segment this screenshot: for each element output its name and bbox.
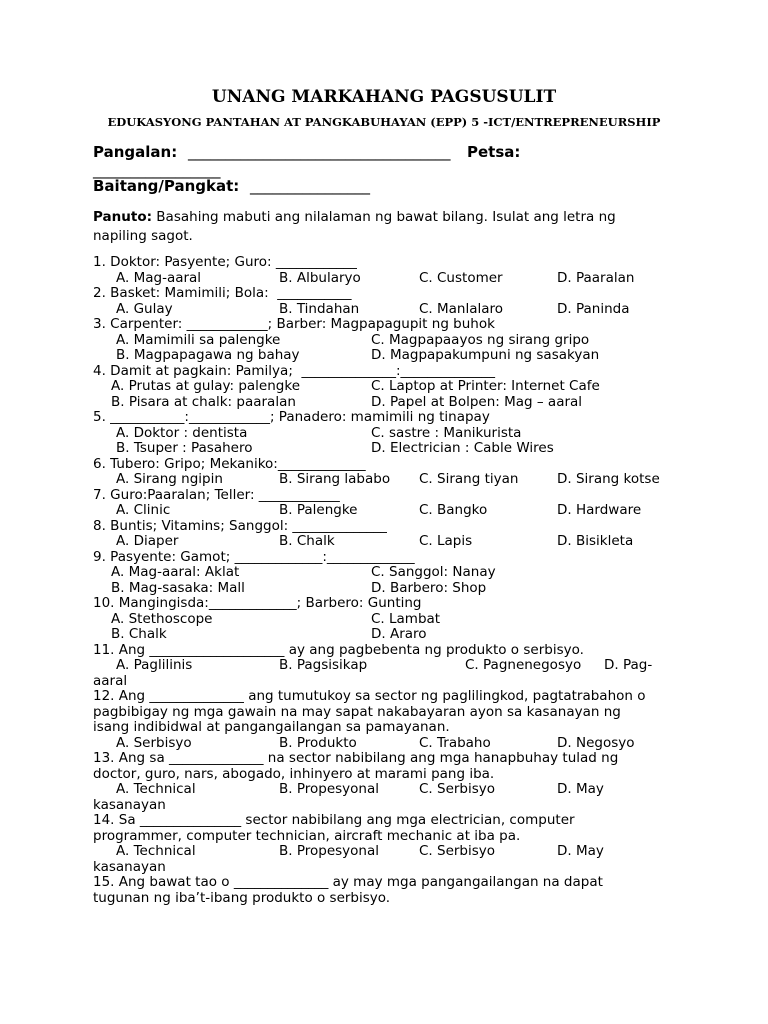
answer-choice: A. Technical [116,843,196,859]
answer-choice: C. Serbisyo [419,781,496,797]
answer-choice: A. Doktor : dentista [116,424,248,441]
answer-choice: A. Prutas at gulay: palengke [111,378,300,394]
answer-choice: C. Trabaho [419,734,491,751]
answer-choice: B. Pisara at chalk: paaralan [111,393,296,410]
answer-choice: A. Paglilinis [116,657,193,673]
question-text: 13. Ang sa ______________ na sector nabibilang ang mga hanapbuhay tulad ng [93,750,619,766]
name-blank: ___________________________________ [188,143,451,161]
answer-choice: B. Tindahan [279,300,360,317]
question-text: pagbibigay ng mga gawain na may sapat nakabayaran ayon sa kasanayan ng [93,703,621,720]
answer-choice: B. Pagsisikap [279,657,368,673]
instructions-label: Panuto: [93,209,152,225]
answer-choice: A. Stethoscope [111,610,213,627]
instructions-text-2: napiling sagot. [93,228,193,244]
question-text: isang indibidwal at pangangailangan sa pamayanan. [93,719,450,735]
answer-choice: D. Papel at Bolpen: Mag – aaral [371,393,583,410]
answer-choice: B. Tsuper : Pasahero [116,440,253,456]
question-text: 7. Guro:Paaralan; Teller: ____________ [93,486,340,503]
exam-subtitle: EDUKASYONG PANTAHAN AT PANGKABUHAYAN (EPP) 5 -ICT/ENTREPRENEURSHIP [107,115,661,129]
answer-choice: D. Bisikleta [557,533,634,549]
answer-choice: D. Magpapakumpuni ng sasakyan [371,347,600,363]
answer-choice: aaral [93,672,128,689]
answer-choice: B. Palengke [279,502,358,518]
answer-choice: C. Lambat [371,610,441,627]
answer-choice: D. Electrician : Cable Wires [371,440,554,456]
question-text: 10. Mangingisda:_____________; Barbero: Gunting [93,595,422,611]
question-text: 4. Damit at pagkain: Pamilya; ______________:______________ [93,362,495,379]
answer-choice: D. Pag- [604,657,653,673]
question-text: 6. Tubero: Gripo; Mekaniko:_____________ [93,455,366,472]
question-text: doctor, guro, nars, abogado, inhinyero at marami pang iba. [93,765,495,782]
answer-choice: A. Mag-aaral: Aklat [111,564,240,580]
answer-choice: C. Laptop at Printer: Internet Cafe [371,378,600,394]
answer-choice: B. Magpapagawa ng bahay [116,347,300,363]
answer-choice: A. Sirang ngipin [116,471,223,487]
question-text: tugunan ng iba’t-ibang produkto o serbisyo. [93,889,391,906]
question-text: 3. Carpenter: ____________; Barber: Magpapagupit ng buhok [93,316,495,332]
answer-choice: D. Sirang kotse [557,471,660,487]
answer-choice: C. Manlalaro [419,300,504,317]
answer-choice: B. Chalk [111,626,167,642]
answer-choice: D. Paninda [557,300,630,317]
answer-choice: C. Magpapaayos ng sirang gripo [371,331,590,348]
question-text: 8. Buntis; Vitamins; Sanggol: ______________ [93,517,387,534]
question-text: 12. Ang ______________ ang tumutukoy sa sector ng paglilingkod, pagtatrabahon o [93,688,646,704]
answer-choice: A. Serbisyo [116,734,192,751]
answer-choice: A. Mamimili sa palengke [116,331,281,348]
question-text: programmer, computer technician, aircraft mechanic at iba pa. [93,827,521,844]
answer-choice: C. Sirang tiyan [419,471,519,487]
answer-choice: C. Customer [419,269,503,286]
answer-choice: B. Mag-sasaka: Mall [111,579,245,596]
answer-choice: B. Produkto [279,734,357,751]
name-label: Pangalan: [93,143,178,161]
instructions [93,209,616,225]
answer-choice: B. Chalk [279,533,335,549]
answer-choice: C. Bangko [419,502,488,518]
exam-title: UNANG MARKAHANG PAGSUSULIT [211,87,557,107]
answer-choice: C. Serbisyo [419,843,496,859]
question-text: 15. Ang bawat tao o ______________ ay may mga pangangailangan na dapat [93,874,603,890]
question-text: 1. Doktor: Pasyente; Guro: ____________ [93,254,357,270]
question-text: 5. ___________:____________; Panadero: mamimili ng tinapay [93,409,490,425]
instructions-text: Basahing mabuti ang nilalaman ng bawat bilang. Isulat ang letra ng [152,209,616,225]
answer-choice: D. Barbero: Shop [371,579,487,596]
grade-label: Baitang/Pangkat: [93,177,240,195]
answer-choice: A. Technical [116,781,196,797]
answer-choice: B. Propesyonal [279,781,379,797]
answer-choice: kasanayan [93,796,166,813]
answer-choice: A. Gulay [116,300,173,317]
answer-choice: C. Pagnenegosyo [465,657,582,673]
answer-choice: kasanayan [93,858,166,875]
answer-choice: D. Negosyo [557,734,635,751]
answer-choice: A. Mag-aaral [116,269,202,286]
question-text: 14. Sa _______________ sector nabibilang ang mga electrician, computer [93,812,575,828]
answer-choice: C. Sanggol: Nanay [371,564,496,580]
question-text: 2. Basket: Mamimili; Bola: ___________ [93,285,352,301]
question-text: 9. Pasyente: Gamot; _____________:_____________ [93,548,415,565]
date-label: Petsa: [467,143,521,161]
answer-choice: D. May [557,781,604,797]
grade-blank: ________________ [250,177,370,195]
date-blank: _________________ [93,161,221,179]
question-text: 11. Ang ____________________ ay ang pagbebenta ng produkto o serbisyo. [93,641,584,658]
answer-choice: D. Hardware [557,502,642,518]
answer-choice: C. Lapis [419,533,473,549]
answer-choice: A. Diaper [116,533,179,549]
answer-choice: B. Sirang lababo [279,471,391,487]
answer-choice: C. sastre : Manikurista [371,424,522,441]
answer-choice: B. Propesyonal [279,843,379,859]
answer-choice: D. Paaralan [557,269,635,286]
answer-choice: A. Clinic [116,502,171,518]
answer-choice: D. May [557,843,604,859]
answer-choice: B. Albularyo [279,269,361,286]
answer-choice: D. Araro [371,626,427,642]
